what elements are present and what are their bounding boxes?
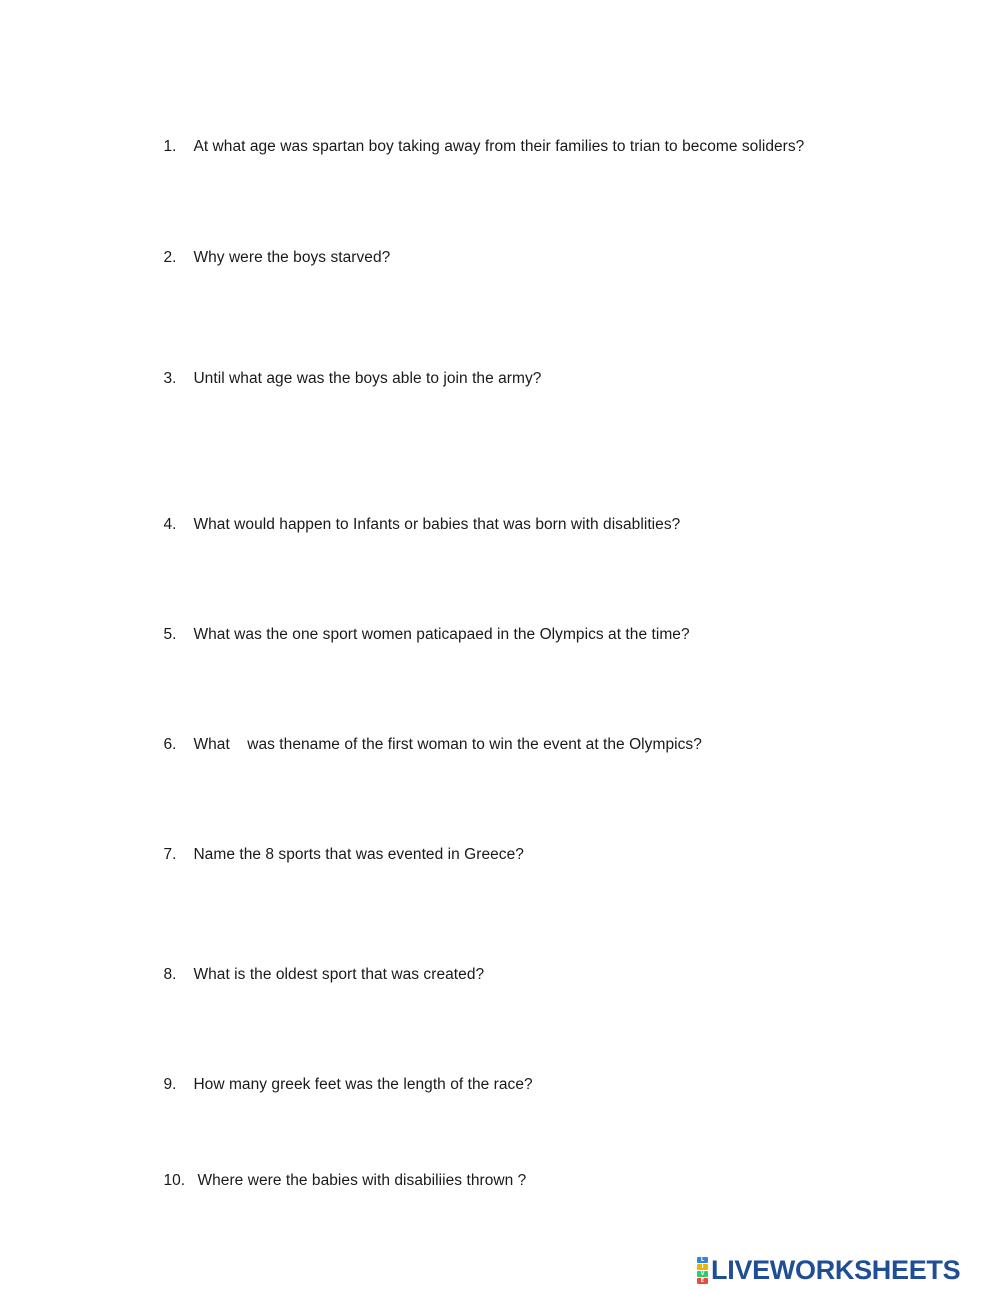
question-4: [146, 495, 680, 555]
question-number: 6.: [163, 736, 177, 753]
question-6: [146, 715, 702, 775]
question-text: What is the oldest sport that was created?: [193, 966, 485, 983]
question-text: Why were the boys starved?: [193, 249, 391, 266]
question-1: [146, 117, 804, 177]
question-number: 3.: [163, 370, 177, 387]
question-2: [146, 228, 390, 288]
question-5: [146, 605, 690, 665]
logo-block-v: V: [697, 1271, 708, 1277]
question-9: [146, 1055, 533, 1115]
question-number: 5.: [163, 626, 177, 643]
question-text: Where were the babies with disabiliies thrown ?: [197, 1172, 527, 1189]
question-text: What was the one sport women paticapaed in the Olympics at the time?: [193, 626, 690, 643]
logo-block-l: L: [697, 1257, 708, 1263]
brand-name: LIVEWORKSHEETS: [711, 1255, 961, 1285]
question-10: [146, 1151, 526, 1211]
question-number: 1.: [163, 138, 177, 155]
question-number: 9.: [163, 1076, 177, 1093]
question-number: 8.: [163, 966, 177, 983]
logo-block-i: I: [697, 1264, 708, 1270]
question-number: 7.: [163, 846, 177, 863]
question-number: 4.: [163, 516, 177, 533]
logo-block-e: E: [697, 1278, 708, 1284]
question-text: At what age was spartan boy taking away from their families to trian to become soliders?: [193, 138, 805, 155]
question-text: Until what age was the boys able to join the army?: [193, 370, 542, 387]
question-number: 10.: [163, 1172, 186, 1189]
question-number: 2.: [163, 249, 177, 266]
question-text: How many greek feet was the length of the race?: [193, 1076, 533, 1093]
live-blocks-icon: [697, 1257, 708, 1284]
question-3: [146, 349, 541, 409]
question-text: Name the 8 sports that was evented in Greece?: [193, 846, 524, 863]
question-8: [146, 945, 484, 1005]
question-text: What was thename of the first woman to win the event at the Olympics?: [193, 736, 702, 753]
question-7: [146, 825, 524, 885]
question-text: What would happen to Infants or babies that was born with disablities?: [193, 516, 681, 533]
liveworksheets-logo: [697, 1255, 960, 1285]
